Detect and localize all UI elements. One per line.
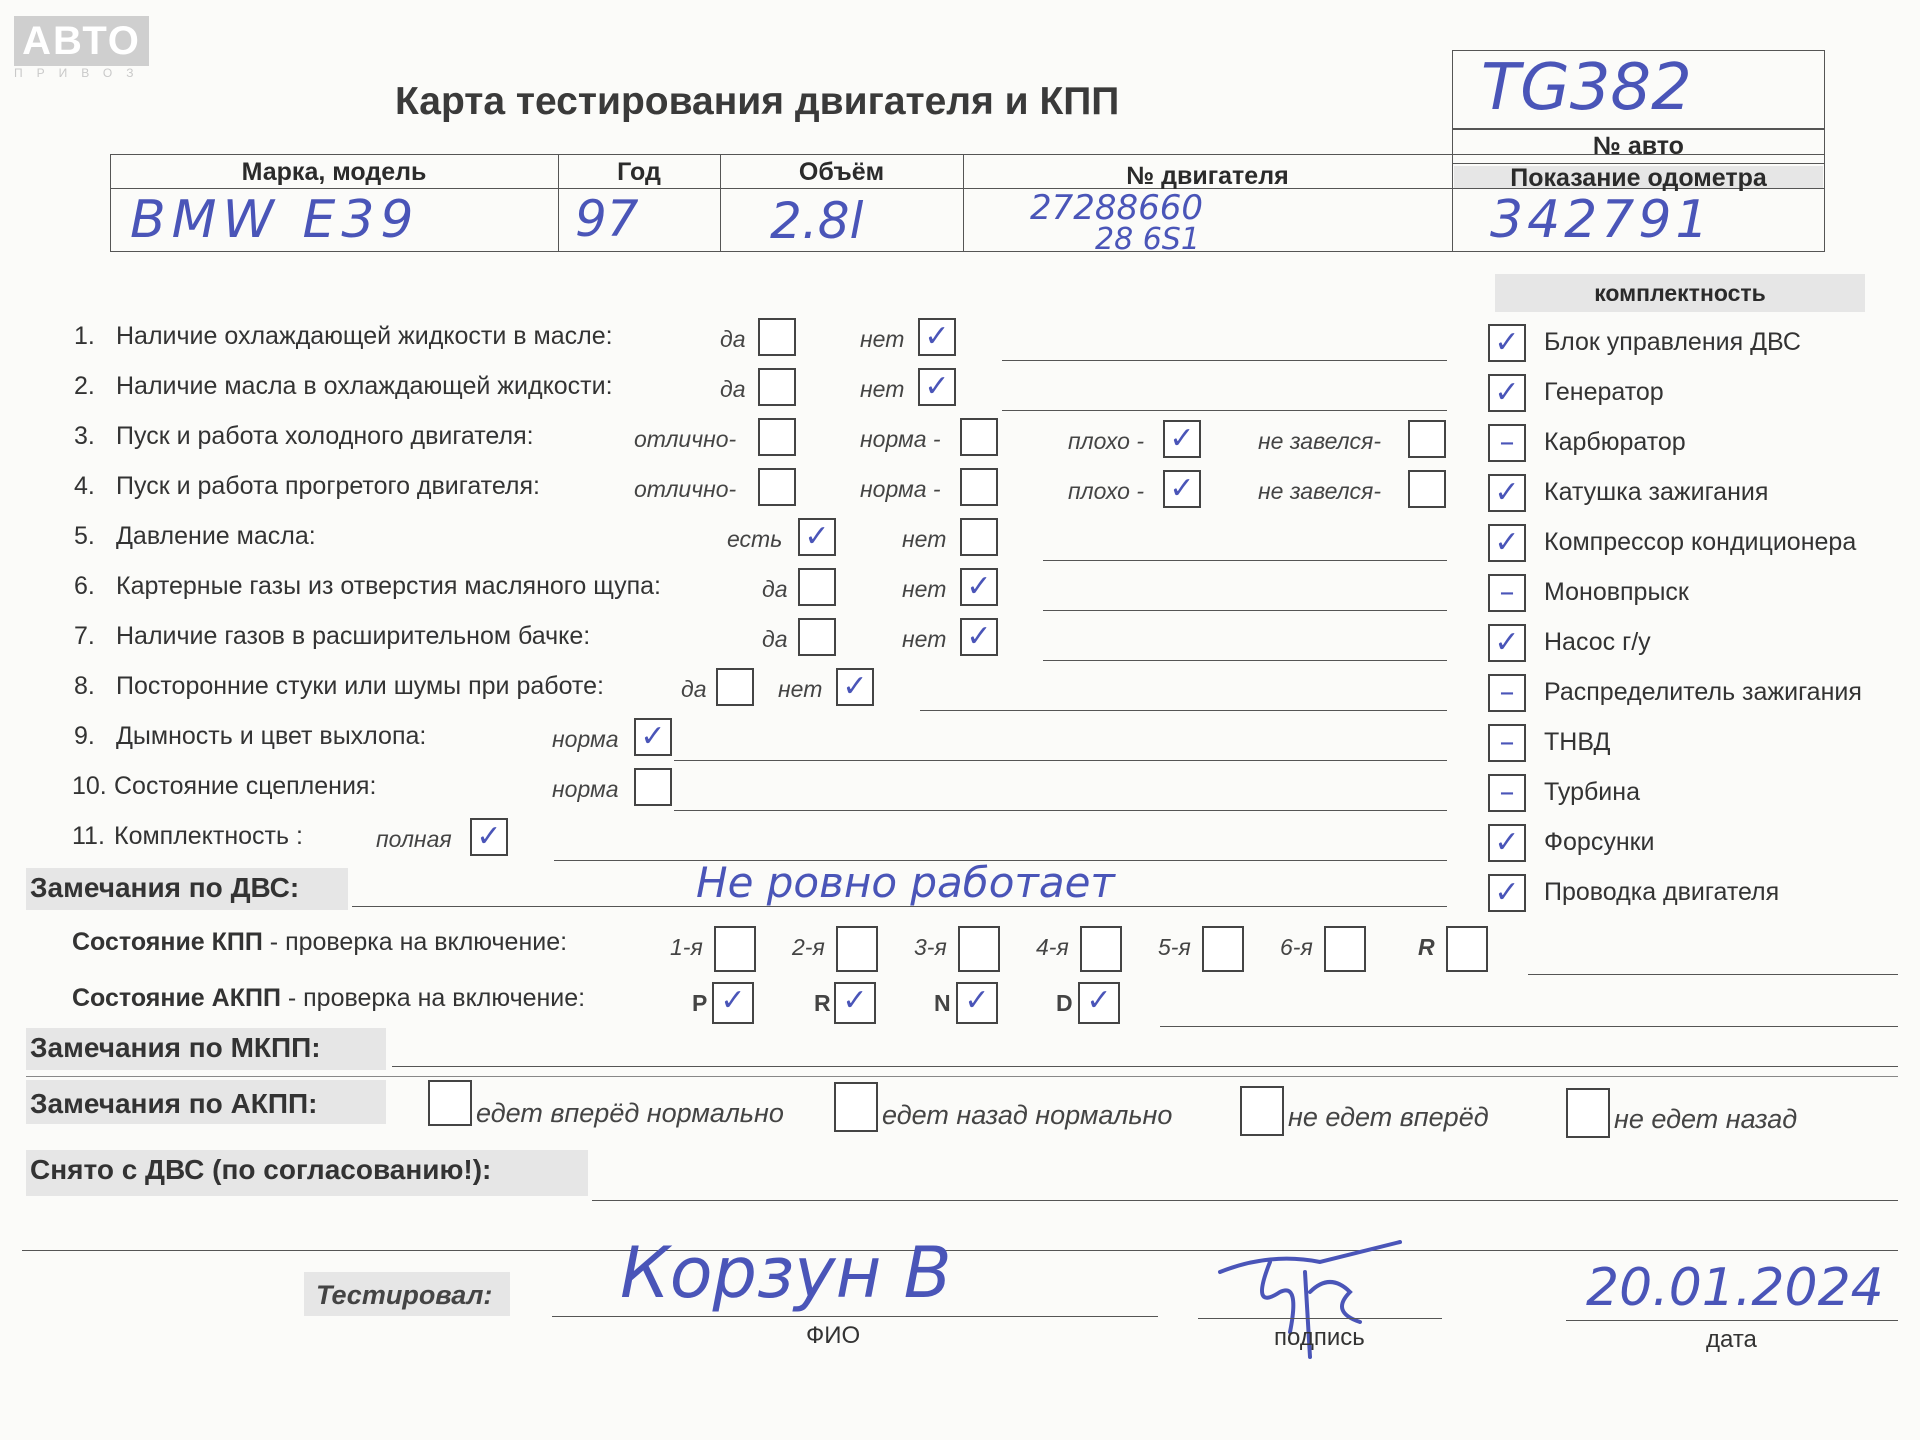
q9-text: Дымность и цвет выхлопа: bbox=[116, 722, 427, 750]
logo-subtitle: ПРИВОЗ bbox=[14, 66, 148, 80]
akpp-label-bold: Состояние АКПП bbox=[72, 984, 281, 1012]
volume-label: Объём bbox=[798, 158, 885, 186]
akpp-p-checkbox[interactable]: ✓ bbox=[712, 982, 754, 1024]
akpp-remarks-label: Замечания по АКПП: bbox=[30, 1088, 318, 1119]
akpp-forward-ok-checkbox[interactable] bbox=[428, 1080, 472, 1126]
q4-opt-excellent: отлично- bbox=[634, 476, 737, 502]
q7-number: 7. bbox=[74, 622, 95, 650]
q1-opt-yes-label: да bbox=[720, 326, 746, 352]
akpp-r-checkbox[interactable]: ✓ bbox=[834, 982, 876, 1024]
kit-distributor-label: Распределитель зажигания bbox=[1544, 678, 1862, 706]
kit-generator-label: Генератор bbox=[1544, 378, 1664, 406]
kit-carburetor-label: Карбюратор bbox=[1544, 428, 1686, 456]
akpp-n-checkbox[interactable]: ✓ bbox=[956, 982, 998, 1024]
q10-normal-checkbox[interactable] bbox=[634, 768, 672, 806]
kit-ignition-coil-label: Катушка зажигания bbox=[1544, 478, 1769, 506]
q4-normal-checkbox[interactable] bbox=[960, 468, 998, 506]
akpp-p-label: P bbox=[692, 990, 708, 1016]
akpp-no-reverse-checkbox[interactable] bbox=[1566, 1088, 1610, 1138]
kit-ac-compressor-checkbox[interactable]: ✓ bbox=[1488, 524, 1526, 562]
kit-ignition-coil-checkbox[interactable]: ✓ bbox=[1488, 474, 1526, 512]
q8-number: 8. bbox=[74, 672, 95, 700]
q3-text: Пуск и работа холодного двигателя: bbox=[116, 422, 534, 450]
volume-value: 2.8l bbox=[770, 192, 864, 250]
tester-name-value[interactable]: Корзун В bbox=[620, 1232, 952, 1314]
q11-full-checkbox[interactable]: ✓ bbox=[470, 818, 508, 856]
akpp-reverse-ok-checkbox[interactable] bbox=[834, 1082, 878, 1132]
q1-opt-no-label: нет bbox=[860, 326, 905, 352]
kpp-gear-1-label: 1-я bbox=[670, 934, 703, 960]
kit-ecu-label: Блок управления ДВС bbox=[1544, 328, 1801, 356]
q8-opt-no-label: нет bbox=[778, 676, 823, 702]
q6-opt-yes-label: да bbox=[762, 576, 788, 602]
q9-opt-normal-label: норма bbox=[552, 726, 619, 752]
kpp-label-rest: - проверка на включение: bbox=[262, 928, 568, 956]
q7-opt-yes-label: да bbox=[762, 626, 788, 652]
kpp-gear-2-label: 2-я bbox=[792, 934, 825, 960]
q3-no-start-checkbox[interactable] bbox=[1408, 420, 1446, 458]
kit-mono-injection-label: Моновпрыск bbox=[1544, 578, 1689, 606]
q4-opt-bad: плохо - bbox=[1068, 478, 1144, 504]
q4-excellent-checkbox[interactable] bbox=[758, 468, 796, 506]
kpp-gear-6-label: 6-я bbox=[1280, 934, 1313, 960]
q3-normal-checkbox[interactable] bbox=[960, 418, 998, 456]
q7-yes-checkbox[interactable] bbox=[798, 618, 836, 656]
kpp-gear-6-checkbox[interactable] bbox=[1324, 926, 1366, 972]
kpp-label bbox=[72, 928, 567, 957]
engine-code-value: 28 6S1 bbox=[1095, 222, 1200, 257]
akpp-no-reverse-label: не едет назад bbox=[1614, 1104, 1798, 1134]
q10-number: 10. bbox=[72, 772, 107, 800]
q11-text: Комплектность : bbox=[114, 822, 303, 850]
kit-mono-injection-checkbox[interactable]: – bbox=[1488, 574, 1526, 612]
car-number-box bbox=[1452, 50, 1825, 130]
signature-caption: подпись bbox=[1274, 1324, 1365, 1351]
kit-tnvd-checkbox[interactable]: – bbox=[1488, 724, 1526, 762]
q6-text: Картерные газы из отверстия масляного щупа: bbox=[116, 572, 661, 600]
brand-value: BMW E39 bbox=[130, 190, 420, 250]
kit-ecu-checkbox[interactable]: ✓ bbox=[1488, 324, 1526, 362]
dvs-remarks-value[interactable]: Не ровно работает bbox=[696, 858, 1115, 907]
akpp-no-forward-label: не едет вперёд bbox=[1288, 1102, 1489, 1132]
q4-bad-checkbox[interactable]: ✓ bbox=[1163, 470, 1201, 508]
kit-turbine-label: Турбина bbox=[1544, 778, 1640, 806]
akpp-no-forward-checkbox[interactable] bbox=[1240, 1086, 1284, 1136]
kpp-gear-4-checkbox[interactable] bbox=[1080, 926, 1122, 972]
kpp-gear-4-label: 4-я bbox=[1036, 934, 1069, 960]
kit-ac-compressor-label: Компрессор кондиционера bbox=[1544, 528, 1857, 556]
engine-number-value: 27288660 bbox=[1030, 188, 1204, 228]
q6-no-checkbox[interactable]: ✓ bbox=[960, 568, 998, 606]
kit-engine-wiring-label: Проводка двигателя bbox=[1544, 878, 1780, 906]
q2-yes-checkbox[interactable] bbox=[758, 368, 796, 406]
akpp-forward-ok-label: едет вперёд нормально bbox=[476, 1098, 784, 1128]
date-value[interactable]: 20.01.2024 bbox=[1586, 1258, 1884, 1318]
kit-injectors-checkbox[interactable]: ✓ bbox=[1488, 824, 1526, 862]
kpp-gear-1-checkbox[interactable] bbox=[714, 926, 756, 972]
q3-excellent-checkbox[interactable] bbox=[758, 418, 796, 456]
q2-text: Наличие масла в охлаждающей жидкости: bbox=[116, 372, 613, 400]
q8-yes-checkbox[interactable] bbox=[716, 668, 754, 706]
q4-opt-normal: норма - bbox=[860, 476, 941, 502]
q9-normal-checkbox[interactable]: ✓ bbox=[634, 718, 672, 756]
q5-opt-yes-label: есть bbox=[727, 526, 783, 552]
q6-opt-no-label: нет bbox=[902, 576, 947, 602]
q2-no-checkbox[interactable]: ✓ bbox=[918, 368, 956, 406]
date-caption: дата bbox=[1706, 1326, 1757, 1353]
q7-opt-no-label: нет bbox=[902, 626, 947, 652]
engine-label: № двигателя bbox=[1126, 162, 1289, 190]
kpp-gear-3-label: 3-я bbox=[914, 934, 947, 960]
car-number-value: TG382 bbox=[1481, 51, 1692, 125]
q5-opt-no-label: нет bbox=[902, 526, 947, 552]
q3-opt-excellent: отлично- bbox=[634, 426, 737, 452]
q5-number: 5. bbox=[74, 522, 95, 550]
tested-by-label: Тестировал: bbox=[316, 1280, 493, 1310]
akpp-d-checkbox[interactable]: ✓ bbox=[1078, 982, 1120, 1024]
kpp-gear-5-checkbox[interactable] bbox=[1202, 926, 1244, 972]
q1-text: Наличие охлаждающей жидкости в масле: bbox=[116, 322, 613, 350]
brand-label: Марка, модель bbox=[241, 158, 427, 186]
q2-number: 2. bbox=[74, 372, 95, 400]
q4-no-start-checkbox[interactable] bbox=[1408, 470, 1446, 508]
kpp-label-bold: Состояние КПП bbox=[72, 928, 263, 956]
akpp-label-rest: - проверка на включение: bbox=[280, 984, 586, 1012]
kit-injectors-label: Форсунки bbox=[1544, 828, 1655, 856]
kit-title: комплектность bbox=[1594, 280, 1766, 306]
akpp-d-label: D bbox=[1056, 990, 1073, 1016]
kit-engine-wiring-checkbox[interactable]: ✓ bbox=[1488, 874, 1526, 912]
akpp-r-label: R bbox=[814, 990, 831, 1016]
mkpp-remarks-label: Замечания по МКПП: bbox=[30, 1032, 321, 1063]
kpp-gear-2-checkbox[interactable] bbox=[836, 926, 878, 972]
q7-text: Наличие газов в расширительном бачке: bbox=[116, 622, 591, 650]
q6-yes-checkbox[interactable] bbox=[798, 568, 836, 606]
kit-power-steering-pump-label: Насос г/у bbox=[1544, 628, 1651, 656]
q11-opt-full-label: полная bbox=[376, 826, 452, 852]
q4-number: 4. bbox=[74, 472, 95, 500]
akpp-label bbox=[72, 984, 585, 1013]
q8-text: Посторонние стуки или шумы при работе: bbox=[116, 672, 604, 700]
kpp-gear-3-checkbox[interactable] bbox=[958, 926, 1000, 972]
q6-number: 6. bbox=[74, 572, 95, 600]
q4-text: Пуск и работа прогретого двигателя: bbox=[116, 472, 540, 500]
kit-carburetor-checkbox[interactable]: – bbox=[1488, 424, 1526, 462]
q1-no-checkbox[interactable]: ✓ bbox=[918, 318, 956, 356]
q5-text: Давление масла: bbox=[116, 522, 316, 550]
q1-number: 1. bbox=[74, 322, 95, 350]
kpp-gear-5-label: 5-я bbox=[1158, 934, 1191, 960]
kit-power-steering-pump-checkbox[interactable]: ✓ bbox=[1488, 624, 1526, 662]
q9-number: 9. bbox=[74, 722, 95, 750]
q8-no-checkbox[interactable]: ✓ bbox=[836, 668, 874, 706]
q2-opt-no-label: нет bbox=[860, 376, 905, 402]
q10-opt-normal-label: норма bbox=[552, 776, 619, 802]
odometer-label: Показание одометра bbox=[1510, 164, 1767, 192]
q11-number: 11. bbox=[72, 822, 105, 850]
page-title: Карта тестирования двигателя и КПП bbox=[395, 80, 1120, 123]
q5-yes-checkbox[interactable]: ✓ bbox=[798, 518, 836, 556]
q4-opt-no-start: не завелся- bbox=[1258, 478, 1382, 504]
avto-privoz-logo: АВТО bbox=[14, 16, 149, 66]
kpp-gear-r-label: R bbox=[1418, 934, 1435, 960]
q3-opt-no-start: не завелся- bbox=[1258, 428, 1382, 454]
q1-yes-checkbox[interactable] bbox=[758, 318, 796, 356]
kit-distributor-checkbox[interactable]: – bbox=[1488, 674, 1526, 712]
car-number-label: № авто bbox=[1593, 132, 1684, 160]
q8-opt-yes-label: да bbox=[681, 676, 707, 702]
year-label: Год bbox=[617, 158, 661, 186]
name-caption: ФИО bbox=[806, 1322, 861, 1349]
kit-turbine-checkbox[interactable]: – bbox=[1488, 774, 1526, 812]
q3-opt-normal: норма - bbox=[860, 426, 941, 452]
akpp-n-label: N bbox=[934, 990, 951, 1016]
q3-bad-checkbox[interactable]: ✓ bbox=[1163, 420, 1201, 458]
q3-number: 3. bbox=[74, 422, 95, 450]
q3-opt-bad: плохо - bbox=[1068, 428, 1144, 454]
kit-generator-checkbox[interactable]: ✓ bbox=[1488, 374, 1526, 412]
year-value: 97 bbox=[575, 190, 639, 248]
q10-text: Состояние сцепления: bbox=[114, 772, 377, 800]
q7-no-checkbox[interactable]: ✓ bbox=[960, 618, 998, 656]
removed-label: Снято с ДВС (по согласованию!): bbox=[30, 1154, 492, 1185]
q5-no-checkbox[interactable] bbox=[960, 518, 998, 556]
kit-title-bg bbox=[1495, 274, 1865, 312]
kit-tnvd-label: ТНВД bbox=[1544, 728, 1611, 756]
kpp-gear-r-checkbox[interactable] bbox=[1446, 926, 1488, 972]
dvs-remarks-label: Замечания по ДВС: bbox=[30, 872, 300, 903]
akpp-reverse-ok-label: едет назад нормально bbox=[882, 1100, 1173, 1130]
q2-opt-yes-label: да bbox=[720, 376, 746, 402]
odometer-value: 342791 bbox=[1490, 190, 1713, 250]
